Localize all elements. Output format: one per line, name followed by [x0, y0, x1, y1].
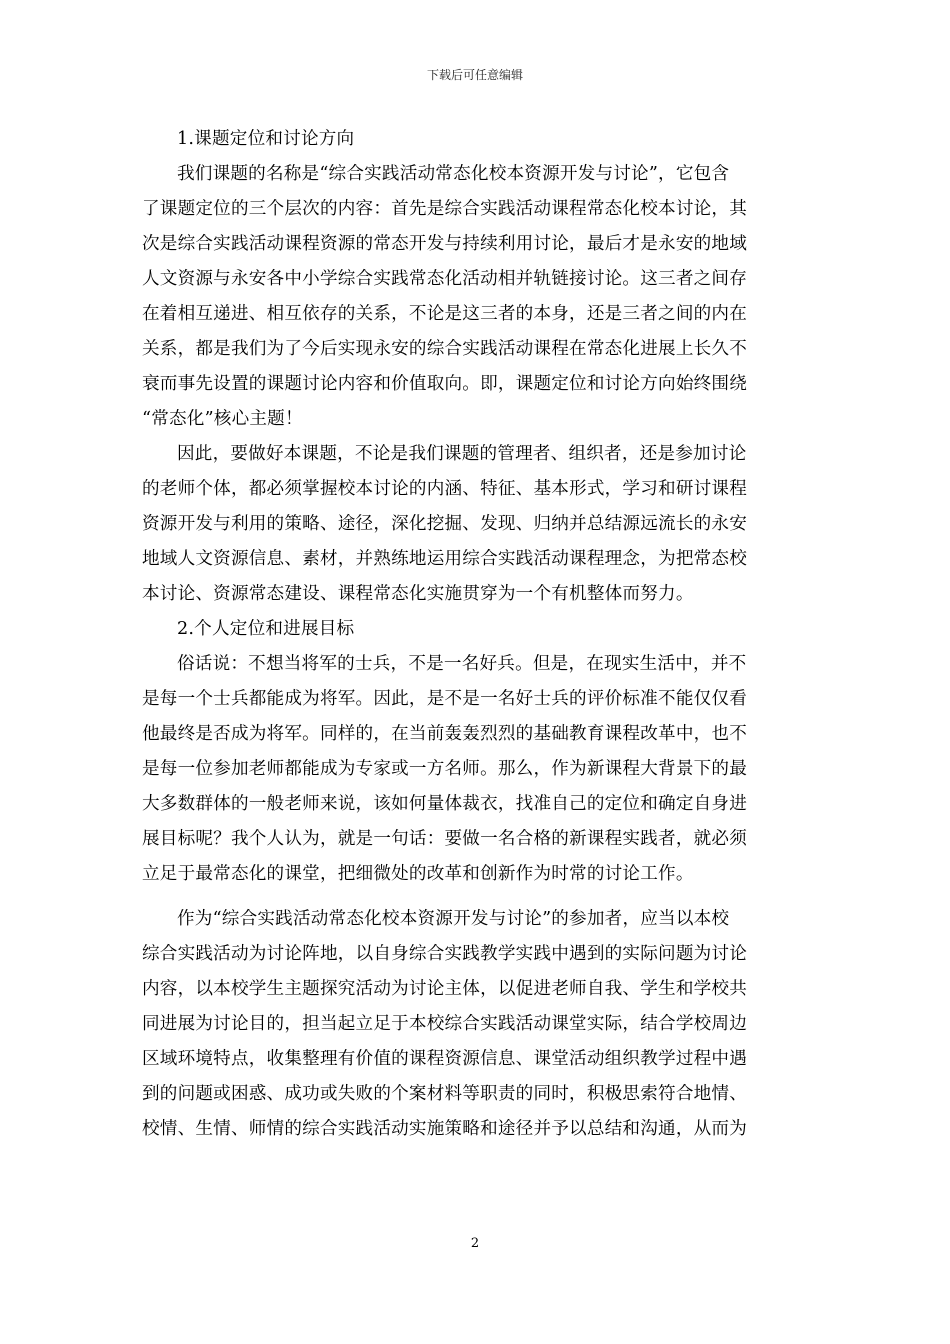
- paragraph-line: 到的问题或困惑、成功或失败的个案材料等职责的同时，积极思索符合地情、: [142, 1084, 747, 1104]
- paragraph-line: “常态化”核心主题！: [142, 409, 303, 429]
- paragraph-line: 大多数群体的一般老师来说，该如何量体裁衣，找准自己的定位和确定自身进: [142, 794, 747, 814]
- section-heading: 2.个人定位和进展目标: [177, 619, 355, 639]
- paragraph-line: 次是综合实践活动课程资源的常态开发与持续利用讨论，最后才是永安的地域: [142, 234, 747, 254]
- paragraph-line: 关系，都是我们为了今后实现永安的综合实践活动课程在常态化进展上长久不: [142, 339, 747, 359]
- paragraph-line: 是每一个士兵都能成为将军。因此，是不是一名好士兵的评价标准不能仅仅看: [142, 689, 747, 709]
- document-body: [142, 122, 807, 1147]
- paragraph-line: 俗话说：不想当将军的士兵，不是一名好兵。但是，在现实生活中，并不: [177, 654, 747, 674]
- paragraph-line: 展目标呢？我个人认为，就是一句话：要做一名合格的新课程实践者，就必须: [142, 829, 747, 849]
- paragraph-line: 区域环境特点，收集整理有价值的课程资源信息、课堂活动组织教学过程中遇: [142, 1049, 747, 1069]
- paragraph-line: 人文资源与永安各中小学综合实践常态化活动相并轨链接讨论。这三者之间存: [142, 269, 747, 289]
- paragraph-line: 了课题定位的三个层次的内容：首先是综合实践活动课程常态化校本讨论，其: [142, 199, 747, 219]
- paragraph-line: 综合实践活动为讨论阵地，以自身综合实践教学实践中遇到的实际问题为讨论: [142, 944, 747, 964]
- page-number: 2: [470, 1236, 480, 1251]
- paragraph-line: 立足于最常态化的课堂，把细微处的改革和创新作为时常的讨论工作。: [142, 864, 694, 884]
- paragraph-gap: [142, 892, 807, 902]
- paragraph-line: 在着相互递进、相互依存的关系，不论是这三者的本身，还是三者之间的内在: [142, 304, 747, 324]
- paragraph-line: 本讨论、资源常态建设、课程常态化实施贯穿为一个有机整体而努力。: [142, 584, 694, 604]
- paragraph-line: 是每一位参加老师都能成为专家或一方名师。那么，作为新课程大背景下的最: [142, 759, 747, 779]
- paragraph-line: 资源开发与利用的策略、途径，深化挖掘、发现、归纳并总结源远流长的永安: [142, 514, 747, 534]
- section-heading: 1.课题定位和讨论方向: [177, 129, 355, 149]
- paragraph-line: 内容，以本校学生主题探究活动为讨论主体，以促进老师自我、学生和学校共: [142, 979, 747, 999]
- paragraph-line: 我们课题的名称是“综合实践活动常态化校本资源开发与讨论”，它包含: [177, 164, 730, 184]
- page-header: 下载后可任意编辑: [426, 68, 523, 82]
- paragraph-line: 地域人文资源信息、素材，并熟练地运用综合实践活动课程理念，为把常态校: [142, 549, 747, 569]
- paragraph-line: 作为“综合实践活动常态化校本资源开发与讨论”的参加者，应当以本校: [177, 909, 730, 929]
- paragraph-line: 的老师个体，都必须掌握校本讨论的内涵、特征、基本形式，学习和研讨课程: [142, 479, 747, 499]
- paragraph-line: 同进展为讨论目的，担当起立足于本校综合实践活动课堂实际，结合学校周边: [142, 1014, 747, 1034]
- paragraph-line: 因此，要做好本课题，不论是我们课题的管理者、组织者，还是参加讨论: [177, 444, 747, 464]
- paragraph-line: 衰而事先设置的课题讨论内容和价值取向。即，课题定位和讨论方向始终围绕: [142, 374, 747, 394]
- paragraph-line: 他最终是否成为将军。同样的，在当前轰轰烈烈的基础教育课程改革中，也不: [142, 724, 747, 744]
- paragraph-line: 校情、生情、师情的综合实践活动实施策略和途径并予以总结和沟通，从而为: [142, 1119, 747, 1139]
